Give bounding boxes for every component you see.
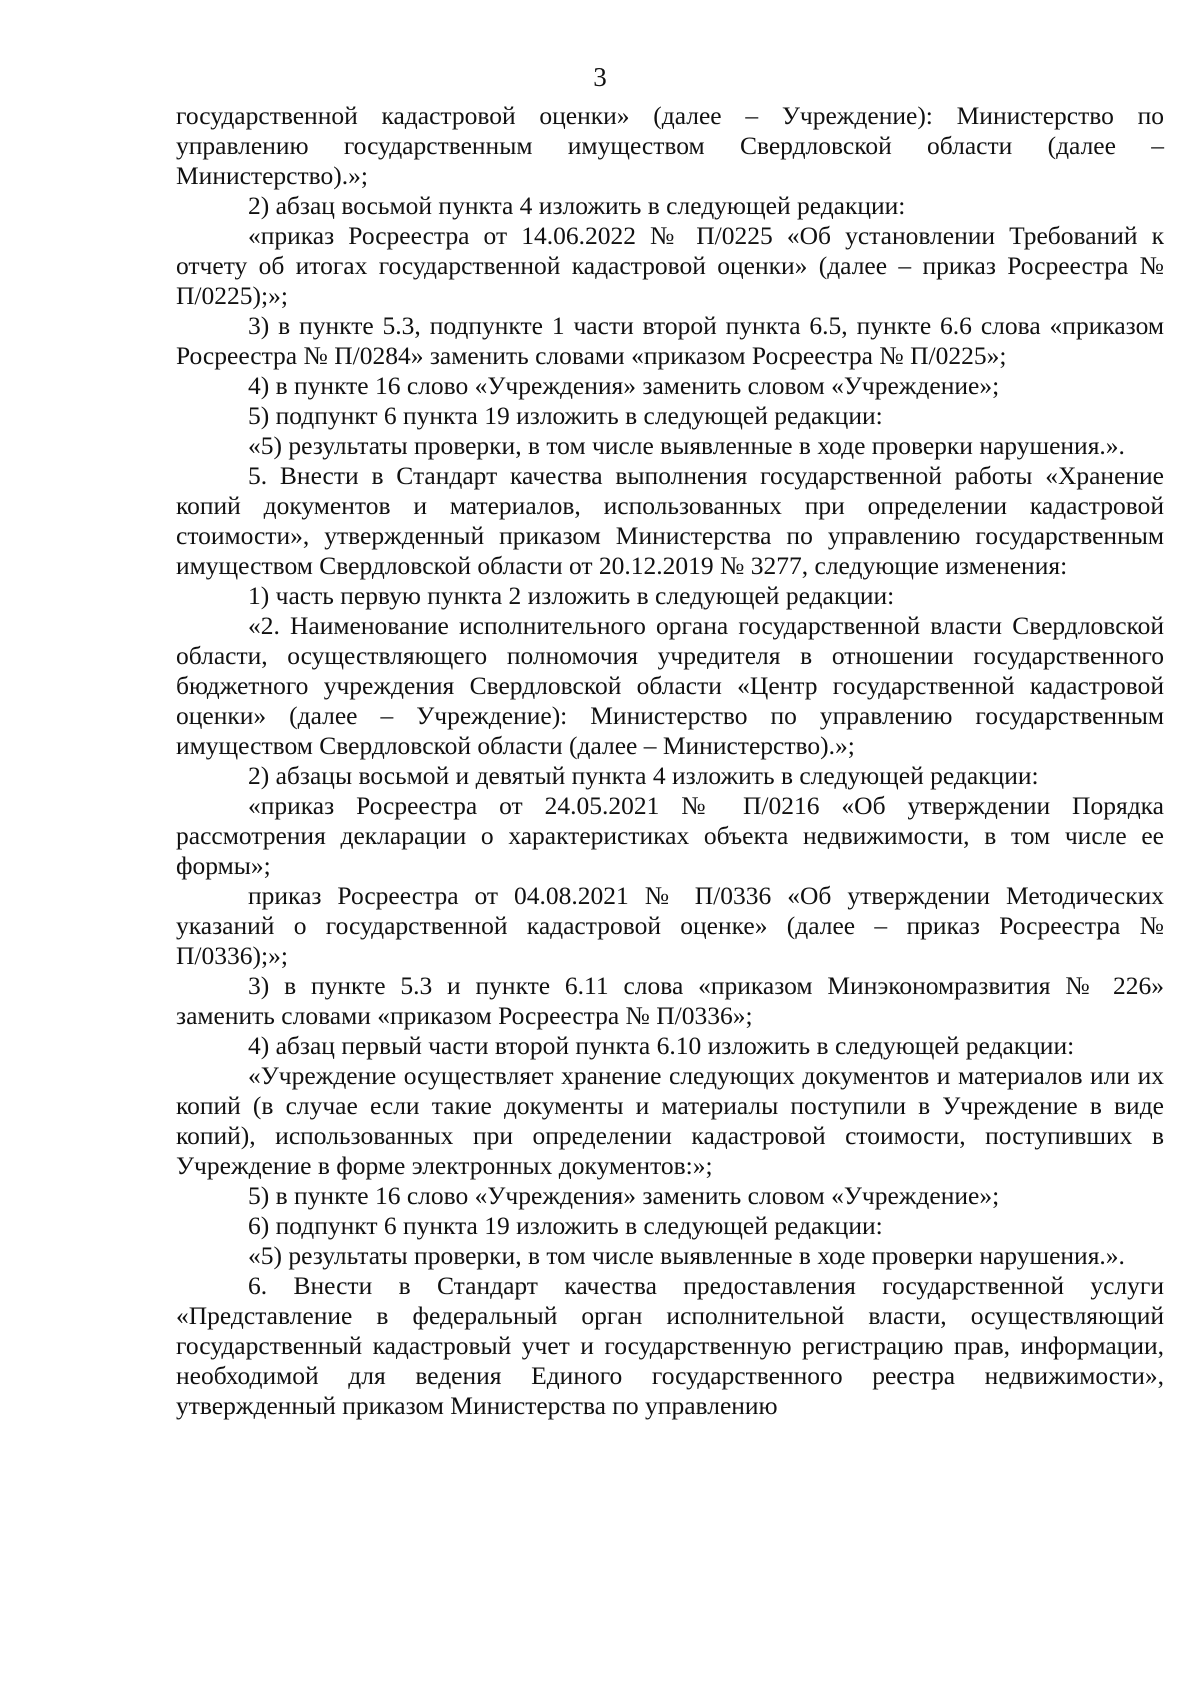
- paragraph: «Учреждение осуществляет хранение следующих документов и материалов или их копий (в случае если такие документы и материалы поступили в Учреждение в виде копий), использованных при определении кадастровой стоимости, поступивших в Учреждение в форме электронных документов:»;: [176, 1061, 1164, 1180]
- paragraph: приказ Росреестра от 04.08.2021 № П/0336 «Об утверждении Методических указаний о государственной кадастровой оценке» (далее – приказ Росреестра № П/0336);»;: [176, 881, 1164, 970]
- paragraph: 3) в пункте 5.3, подпункте 1 части второй пункта 6.5, пункте 6.6 слова «приказом Росреестра № П/0284» заменить словами «приказом Росреестра № П/0225»;: [176, 311, 1164, 370]
- page-number: 3: [593, 62, 607, 92]
- paragraph: 2) абзац восьмой пункта 4 изложить в следующей редакции:: [248, 191, 906, 220]
- paragraph: 5. Внести в Стандарт качества выполнения государственной работы «Хранение копий документов и материалов, использованных при определении кадастровой стоимости», утвержденный приказом Министерства по управлению государственным имуществом Свердловской области от 20.12.2019 № 3277, следующие изменения:: [176, 461, 1164, 580]
- paragraph: 4) абзац первый части второй пункта 6.10 изложить в следующей редакции:: [248, 1031, 1075, 1060]
- paragraph: «5) результаты проверки, в том числе выявленные в ходе проверки нарушения.».: [248, 1241, 1125, 1270]
- paragraph: 6. Внести в Стандарт качества предоставления государственной услуги «Представление в федеральный орган исполнительной власти, осуществляющий государственный кадастровый учет и государственную регистрацию прав, информации, необходимой для ведения Единого государственного реестра недвижимости», утвержденный приказом Министерства по управлению: [176, 1271, 1164, 1420]
- paragraph: 2) абзацы восьмой и девятый пункта 4 изложить в следующей редакции:: [248, 761, 1039, 790]
- paragraph: «5) результаты проверки, в том числе выявленные в ходе проверки нарушения.».: [248, 431, 1125, 460]
- paragraph: 1) часть первую пункта 2 изложить в следующей редакции:: [248, 581, 895, 610]
- paragraph: 5) подпункт 6 пункта 19 изложить в следующей редакции:: [248, 401, 883, 430]
- paragraph: государственной кадастровой оценки» (далее – Учреждение): Министерство по управлению государственным имуществом Свердловской области (далее – Министерство).»;: [176, 101, 1164, 190]
- paragraph: «приказ Росреестра от 24.05.2021 № П/0216 «Об утверждении Порядка рассмотрения декларации о характеристиках объекта недвижимости, в том числе ее формы»;: [176, 791, 1164, 880]
- paragraph: 3) в пункте 5.3 и пункте 6.11 слова «приказом Минэкономразвития № 226» заменить словами «приказом Росреестра № П/0336»;: [176, 971, 1164, 1030]
- paragraph: 4) в пункте 16 слово «Учреждения» заменить словом «Учреждение»;: [248, 371, 1000, 400]
- paragraph: 5) в пункте 16 слово «Учреждения» заменить словом «Учреждение»;: [248, 1181, 1000, 1210]
- paragraph: «2. Наименование исполнительного органа государственной власти Свердловской области, осуществляющего полномочия учредителя в отношении государственного бюджетного учреждения Свердловской области «Центр государственной кадастровой оценки» (далее – Учреждение): Министерство по управлению государственным имуществом Свердловской области (далее – Министерство).»;: [176, 611, 1164, 760]
- paragraph: 6) подпункт 6 пункта 19 изложить в следующей редакции:: [248, 1211, 883, 1240]
- document-body: [176, 101, 1164, 1421]
- paragraph: «приказ Росреестра от 14.06.2022 № П/0225 «Об установлении Требований к отчету об итогах государственной кадастровой оценки» (далее – приказ Росреестра № П/0225);»;: [176, 221, 1164, 310]
